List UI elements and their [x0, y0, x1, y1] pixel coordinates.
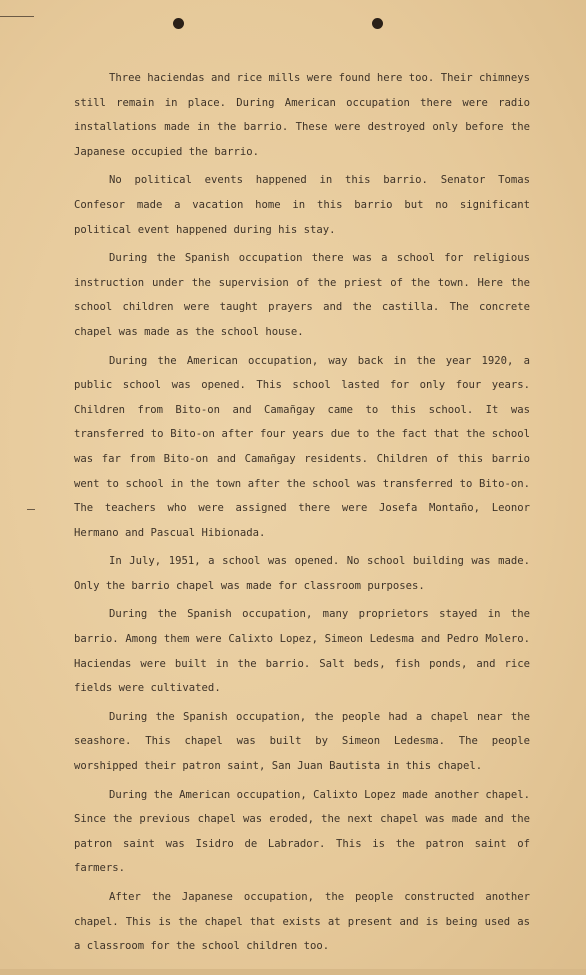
paragraph: After the Japanese occupation, the people constructed another chapel. This is the chapel that exists at present and is being used as a classroom for the school children too.: [74, 891, 530, 953]
paragraph: During the Spanish occupation, many proprietors stayed in the barrio. Among them were Calixto Lopez, Simeon Ledesma and Pedro Molero. Haciendas were built in the barrio. Salt beds, fish ponds, and rice fields were cultivated.: [74, 608, 530, 695]
page-bottom-edge: [0, 969, 586, 975]
paragraph: During the American occupation, way back in the year 1920, a public school was opened. This school lasted for only four years. Children from Bito-on and Camañgay came to this school. It was transferred to Bito-on after four years due to the fact that the school was far from Bito-on and Camañgay residents. Children of this barrio went to school in the town after the school was transferred to Bito-on. The teachers who were assigned there were Josefa Montaño, Leonor Hermano and Pascual Hibionada.: [74, 354, 530, 539]
paragraph: During the Spanish occupation there was a school for religious instruction under the supervision of the priest of the town. Here the school children were taught prayers and the castilla. The concrete chapel was made as the school house.: [74, 252, 530, 338]
margin-mark: [27, 509, 35, 510]
paragraph: No political events happened in this barrio. Senator Tomas Confesor made a vacation home in this barrio but no significant political event happened during his stay.: [74, 174, 530, 236]
paragraph: During the Spanish occupation, the people had a chapel near the seashore. This chapel was built by Simeon Ledesma. The people worshipped their patron saint, San Juan Bautista in this chapel.: [74, 710, 530, 773]
punch-hole-left: [173, 18, 184, 29]
punch-hole-right: [372, 18, 383, 29]
paragraph: In July, 1951, a school was opened. No school building was made. Only the barrio chapel was made for classroom purposes.: [74, 555, 530, 592]
paragraph: Three haciendas and rice mills were found here too. Their chimneys still remain in place. During American occupation there were radio installations made in the barrio. These were destroyed only before the Japanese occupied the barrio.: [74, 72, 530, 158]
document-body: [74, 66, 530, 963]
top-edge-mark: [0, 16, 34, 17]
paragraph: During the American occupation, Calixto Lopez made another chapel. Since the previous chapel was eroded, the next chapel was made and the patron saint was Isidro de Labrador. This is the patron saint of farmers.: [74, 788, 530, 875]
